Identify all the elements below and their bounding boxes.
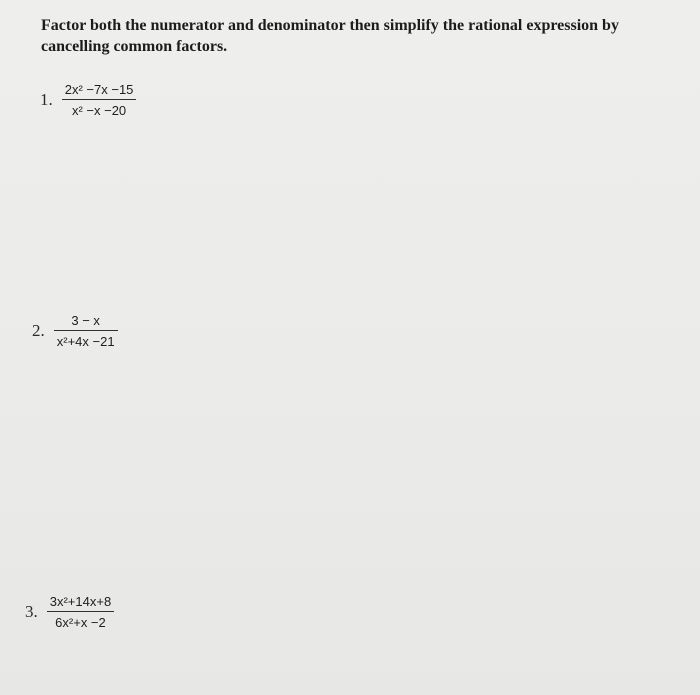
denominator: x²+4x −21 [56,334,115,349]
problem-1 [40,82,136,118]
instructions-line-1: Factor both the numerator and denominator then simplify the rational expression by [41,17,619,34]
numerator: 3 − x [71,313,100,328]
problem-2 [32,313,118,349]
rational-expression [47,594,114,630]
problem-number: 2. [32,321,45,340]
numerator: 3x²+14x+8 [49,594,112,609]
problem-number: 3. [25,602,38,621]
problem-3 [25,594,114,630]
instructions-text [41,15,671,57]
denominator: 6x²+x −2 [55,615,106,630]
rational-expression [62,82,137,118]
numerator: 2x² −7x −15 [64,82,134,97]
denominator: x² −x −20 [71,103,127,118]
rational-expression [54,313,118,349]
problem-number: 1. [40,90,53,109]
instructions-line-2: cancelling common factors. [41,38,228,55]
